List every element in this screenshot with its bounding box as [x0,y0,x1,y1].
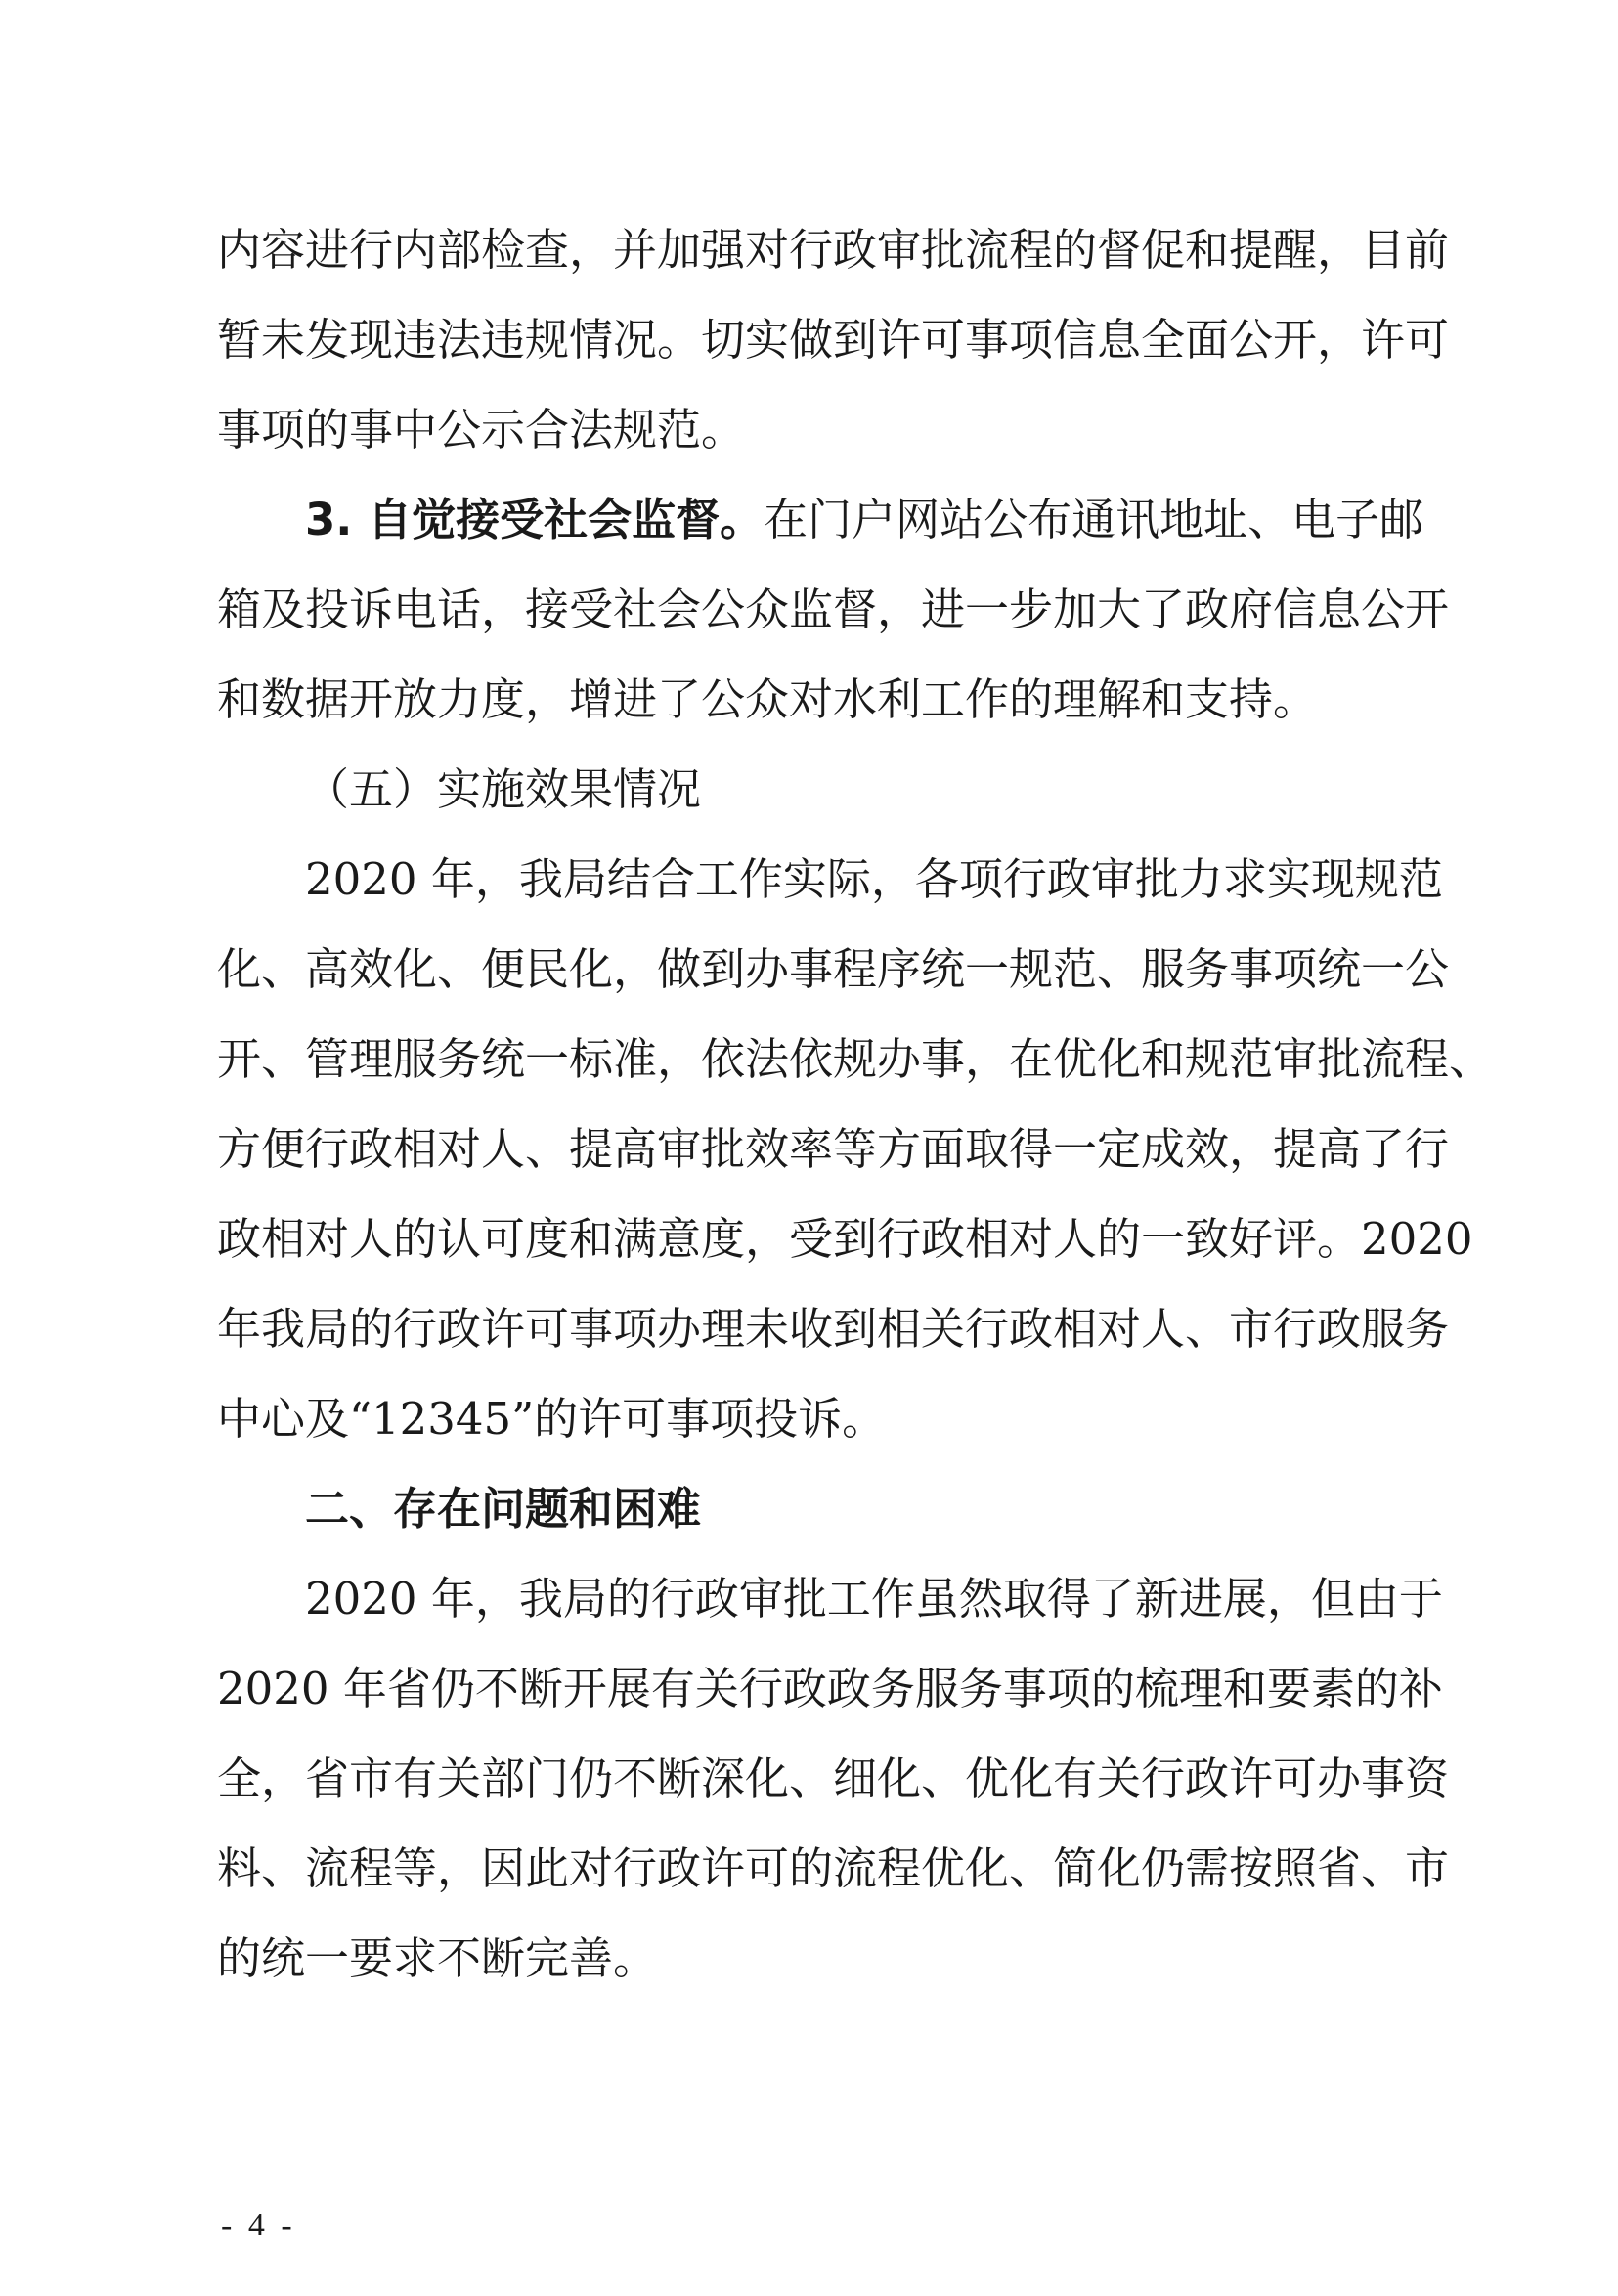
paragraph-line: 方便行政相对人、提高审批效率等方面取得一定成效，提高了行 [217,1123,1450,1175]
paragraph-line: 政相对人的认可度和满意度，受到行政相对人的一致好评。2020 [217,1213,1473,1265]
paragraph-line: 箱及投诉电话，接受社会公众监督，进一步加大了政府信息公开 [217,584,1450,635]
page-number: - 4 - [221,2207,296,2243]
paragraph-line: 中心及“12345”的许可事项投诉。 [217,1393,887,1445]
section-heading: 二、存在问题和困难 [305,1483,702,1535]
paragraph-first-line [305,491,1424,549]
paragraph-line: 全，省市有关部门仍不断深化、细化、优化有关行政许可办事资 [217,1753,1450,1804]
paragraph-line: 2020 年，我局结合工作实际，各项行政审批力求实现规范 [305,853,1443,905]
paragraph-text: 在门户网站公布通讯地址、电子邮 [764,494,1424,545]
section-subheading: （五）实施效果情况 [305,763,702,815]
paragraph-line: 暂未发现违法违规情况。切实做到许可事项信息全面公开，许可 [217,314,1450,366]
bold-lead-text: 3. 自觉接受社会监督。 [305,494,765,545]
paragraph-line: 2020 年，我局的行政审批工作虽然取得了新进展，但由于 [305,1573,1443,1625]
paragraph-line: 化、高效化、便民化，做到办事程序统一规范、服务事项统一公 [217,943,1450,995]
paragraph-line: 内容进行内部检查，并加强对行政审批流程的督促和提醒，目前 [217,224,1450,276]
paragraph-line: 事项的事中公示合法规范。 [217,404,746,455]
paragraph-line: 的统一要求不断完善。 [217,1932,658,1984]
paragraph-line: 和数据开放力度，增进了公众对水利工作的理解和支持。 [217,673,1318,725]
paragraph-line: 年我局的行政许可事项办理未收到相关行政相对人、市行政服务 [217,1303,1450,1355]
paragraph-line: 2020 年省仍不断开展有关行政政务服务事项的梳理和要素的补 [217,1663,1443,1714]
paragraph-line: 开、管理服务统一标准，依法依规办事，在优化和规范审批流程、 [217,1033,1494,1085]
paragraph-line: 料、流程等，因此对行政许可的流程优化、简化仍需按照省、市 [217,1842,1450,1894]
